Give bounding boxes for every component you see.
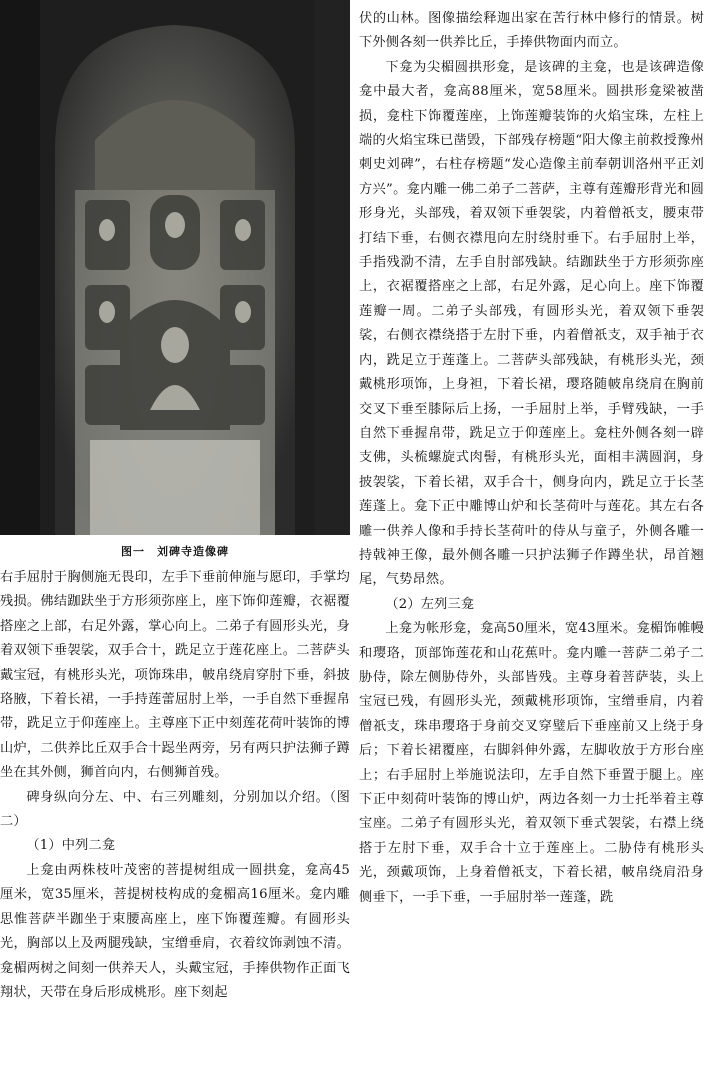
right-text-column: [359, 7, 704, 910]
stele-photograph: [0, 0, 350, 535]
section-heading: （2）左列三龛: [385, 596, 475, 612]
paragraph: 上龛为帐形龛，龛高50厘米，宽43厘米。龛楣饰帷幔和璎珞，顶部饰莲花和山花蕉叶。龛内雕一菩萨二弟子二胁侍，除左侧胁侍外，头部皆残。主尊身着菩萨装，头上宝冠已残，有圆形头光，颈戴桃形项饰，宝缯垂肩，内着僧祇支，珠串璎珞于身前交叉穿璧后下垂座前又上绕于身后；下着长裙覆座，右脚斜伸外露，左脚收放于方形台座上；右手屈肘上举施说法印，左手自然下垂置于腿上。座下正中刻荷叶装饰的博山炉，两边各刻一力士托举着主尊宝座。二弟子有圆形头光，着双领下垂式袈裟，右襟上绕搭于左肘下垂，双手合十立于莲座上。二胁侍有桃形头光，颈戴项饰，上身着僧祇支，下着长裙，帔帛绕肩沿身侧垂下，一手下垂，一手屈肘举一莲蓬，跣: [359, 621, 704, 905]
left-text-column: [0, 566, 350, 1005]
figure-caption: 图一 刘碑寺造像碑: [121, 545, 229, 558]
paragraph: 上龛由两株枝叶茂密的菩提树组成一圆拱龛，龛高45厘米，宽35厘米，菩提树枝构成的龛楣高16厘米。龛内雕思惟菩萨半跏坐于束腰高座上，座下饰覆莲瓣。有圆形头光，胸部以上及两腿残缺，宝缯垂肩，衣着纹饰剥蚀不清。龛楣两树之间刻一供养天人，头戴宝冠，手捧供物作正面飞翔状，天带在身后形成桃形。座下刻起: [0, 862, 350, 1000]
stele-image: [0, 0, 350, 535]
paragraph: 伏的山林。图像描绘释迦出家在苦行林中修行的情景。树下外侧各刻一供养比丘，手捧供物面内而立。: [359, 11, 704, 51]
paragraph: 下龛为尖楣圆拱形龛，是该碑的主龛，也是该碑造像龛中最大者，龛高88厘米，宽58厘米。圆拱形龛梁被凿损，龛柱下饰覆莲座，上饰莲瓣装饰的火焰宝珠，左柱上端的火焰宝珠已凿毁，下部残存榜题“阳大像主前救授豫州刺史刘碑”，右柱存榜题“发心造像主前奉朝训洛州平正刘方兴”。龛内雕一佛二弟子二菩萨，主尊有莲瓣形背光和圆形身光，头部残，着双领下垂袈裟，内着僧祇支，腰束带打结下垂，右侧衣襟甩向左肘绕肘垂下。右手屈肘上举，手指残泐不清，左手自肘部残缺。结跏趺坐于方形须弥座上，衣裾覆搭座之上部，右足外露，足心向上。座下饰覆莲瓣一周。二弟子头部残，有圆形头光，着双领下垂袈裟，右侧衣襟绕搭于左肘下垂，内着僧祇支，双手袖于衣内，跣足立于莲蓬上。二菩萨头部残缺，有桃形头光，颈戴桃形项饰，上身袒，下着长裙，璎珞随帔帛绕肩在胸前交叉下垂至膝际后上扬，一手屈肘上举，手臂残缺，一手自然下垂握帛带，跣足立于仰莲座上。龛柱外侧各刻一辟支佛，头梳螺旋式肉髻，有桃形头光，面相丰满圆润，身披袈裟，下着长裙，双手合十，侧身向内，跣足立于长茎莲蓬上。龛下正中雕博山炉和长茎荷叶与莲花。其左右各雕一供养人像和手持长茎荷叶的侍从与童子，外侧各雕一持戟神王像，最外侧各雕一只护法狮子作蹲坐状，昂首翘尾，气势昂然。: [359, 59, 704, 588]
section-heading: （1）中列二龛: [26, 838, 116, 854]
paragraph: 碑身纵向分左、中、右三列雕刻，分别加以介绍。（图二）: [0, 789, 350, 830]
paragraph: 右手屈肘于胸侧施无畏印，左手下垂前伸施与愿印，手掌均残损。佛结跏趺坐于方形须弥座上，座下饰仰莲瓣，衣裾覆搭座之上部，右足外露，掌心向上。二弟子有圆形头光，身着双领下垂袈裟，双手合十，跣足立于莲花座上。二菩萨头戴宝冠，有桃形头光，项饰珠串，帔帛绕肩穿肘下垂，斜披珞腋，下着长裙，一手持莲蕾屈肘上举，一手自然下垂握帛带，跣足立于仰莲座上。主尊座下正中刻莲花荷叶装饰的博山炉，二供养比丘双手合十跽坐两旁，另有两只护法狮子蹲坐在其外侧，狮首向内，右侧狮首残。: [0, 570, 350, 781]
